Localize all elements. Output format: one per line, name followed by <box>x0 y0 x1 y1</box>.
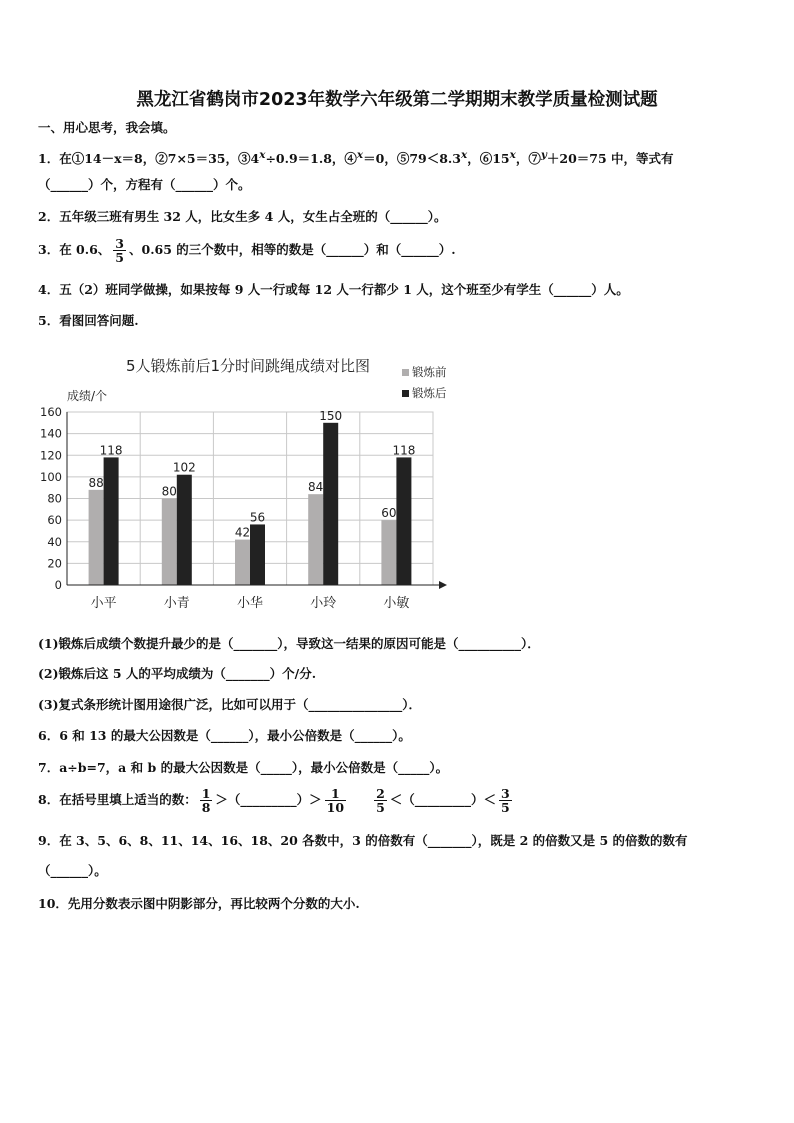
question-9-line-1: 9．在 3、5、6、8、11、14、16、18、20 各数中，3 的倍数有（_______），既是 2 的倍数又是 5 的倍数的数有 <box>38 833 688 848</box>
q8-middle-2: ＜（_________）＜ <box>389 792 497 807</box>
question-8 <box>38 787 515 814</box>
question-4: 4．五（2）班同学做操，如果按每 9 人一行或每 12 人一行都少 1 人，这个班至少有学生（______）人。 <box>38 282 629 297</box>
y-tick-label: 40 <box>47 534 62 549</box>
data-label: 150 <box>319 408 343 423</box>
x-tick-label: 小玲 <box>310 596 337 611</box>
question-7: 7．a÷b=7，a 和 b 的最大公因数是（_____），最小公倍数是（_____）。 <box>38 760 449 775</box>
q8-fraction-1 <box>200 787 213 814</box>
y-tick-label: 60 <box>47 513 62 528</box>
bar <box>250 524 265 585</box>
bar <box>162 499 177 586</box>
q1-var-x-3: x <box>460 149 468 161</box>
chart-title: 5人锻炼前后1分时间跳绳成绩对比图 <box>125 357 371 375</box>
y-tick-label: 100 <box>40 469 62 484</box>
q3-numerator: 3 <box>115 236 124 251</box>
chart-legend <box>402 365 447 400</box>
q1-text-b: ÷0.9＝1.8，④ <box>265 151 357 167</box>
q1-var-x-2: x <box>356 149 364 161</box>
question-2: 2．五年级三班有男生 32 人，比女生多 4 人，女生占全班的（______）。 <box>38 209 447 224</box>
question-1-line-1 <box>38 147 674 167</box>
x-tick-label: 小青 <box>163 596 190 611</box>
q8-f3-num: 2 <box>376 786 385 801</box>
q8-fraction-4 <box>499 787 512 814</box>
q8-f4-den: 5 <box>501 800 510 815</box>
q1-var-x-1: x <box>259 149 266 161</box>
q3-pre: 3．在 0.6、 <box>38 242 111 257</box>
data-label: 42 <box>234 525 251 540</box>
question-5-1: (1)锻炼后成绩个数提升最少的是（_______），导致这一结果的原因可能是（__________）． <box>38 636 540 651</box>
question-3 <box>38 237 456 264</box>
q1-var-y: y <box>540 149 547 161</box>
data-label: 80 <box>161 484 177 499</box>
question-5-3: (3)复式条形统计图用途很广泛，比如可以用于（_______________）． <box>38 697 422 712</box>
y-tick-label: 140 <box>40 426 62 441</box>
question-10: 10．先用分数表示图中阴影部分，再比较两个分数的大小. <box>38 896 360 911</box>
q1-text-a: 1．在①14－x＝8，②7×5＝35，③4 <box>38 151 260 167</box>
question-5: 5．看图回答问题. <box>38 313 139 328</box>
y-tick-label: 160 <box>40 405 62 419</box>
q3-denominator: 5 <box>115 250 124 265</box>
q8-f3-den: 5 <box>376 800 385 815</box>
bar <box>89 490 104 585</box>
data-label: 60 <box>381 506 397 521</box>
page-title: 黑龙江省鹤岗市2023年数学六年级第二学期期末教学质量检测试题 <box>136 90 658 110</box>
data-label: 56 <box>249 510 266 525</box>
y-tick-label: 0 <box>54 578 62 592</box>
legend-label: 锻炼前 <box>412 365 447 379</box>
data-label: 88 <box>88 475 104 490</box>
q8-middle-1: ＞（_________）＞ <box>215 792 322 807</box>
bar <box>396 457 411 585</box>
data-label: 84 <box>308 480 324 495</box>
y-tick-label: 80 <box>47 491 62 506</box>
question-5-2: (2)锻炼后这 5 人的平均成绩为（_______）个/分. <box>38 666 317 681</box>
bar <box>308 494 323 585</box>
bar <box>323 423 338 585</box>
data-label: 118 <box>99 443 123 458</box>
q8-f1-den: 8 <box>201 800 211 815</box>
q1-text-f: ＋20＝75 中，等式有 <box>546 151 674 167</box>
question-1-line-2: （______）个，方程有（______）个。 <box>38 177 251 192</box>
q8-fraction-2 <box>325 787 346 814</box>
bar <box>104 457 119 585</box>
q8-f4-num: 3 <box>501 786 510 801</box>
x-tick-label: 小敏 <box>383 596 410 611</box>
y-tick-label: 20 <box>47 556 62 571</box>
question-9-line-2: （______）。 <box>38 863 107 878</box>
q8-fraction-3 <box>374 787 387 814</box>
q1-text-c: ＝0，⑤79＜8.3 <box>363 151 461 167</box>
q3-fraction <box>113 237 126 264</box>
y-tick-label: 120 <box>40 448 62 463</box>
q8-f1-num: 1 <box>201 786 211 801</box>
legend-swatch <box>402 390 409 397</box>
y-axis-label: 成绩/个 <box>67 389 108 403</box>
section-heading: 一、用心思考，我会填。 <box>38 120 176 135</box>
x-axis-arrow <box>439 581 447 589</box>
x-tick-label: 小平 <box>90 596 117 611</box>
q8-f2-den: 10 <box>326 800 345 815</box>
q3-post: 、0.65 的三个数中，相等的数是（______）和（______）. <box>129 242 456 257</box>
data-label: 102 <box>172 460 196 475</box>
question-6: 6．6 和 13 的最大公因数是（______），最小公倍数是（______）。 <box>38 728 411 743</box>
x-tick-label: 小华 <box>236 596 264 611</box>
q1-text-d: ，⑥15 <box>467 151 510 167</box>
bar <box>177 475 192 585</box>
q8-f2-num: 1 <box>325 787 346 801</box>
bar <box>381 520 396 585</box>
bar-chart <box>30 345 460 620</box>
data-label: 118 <box>392 443 416 458</box>
q1-var-x-4: x <box>509 149 516 161</box>
q1-text-e: ，⑦ <box>515 151 541 167</box>
legend-label: 锻炼后 <box>412 386 447 400</box>
legend-swatch <box>402 369 409 376</box>
q8-pre: 8．在括号里填上适当的数： <box>38 792 197 807</box>
bar <box>235 540 250 585</box>
